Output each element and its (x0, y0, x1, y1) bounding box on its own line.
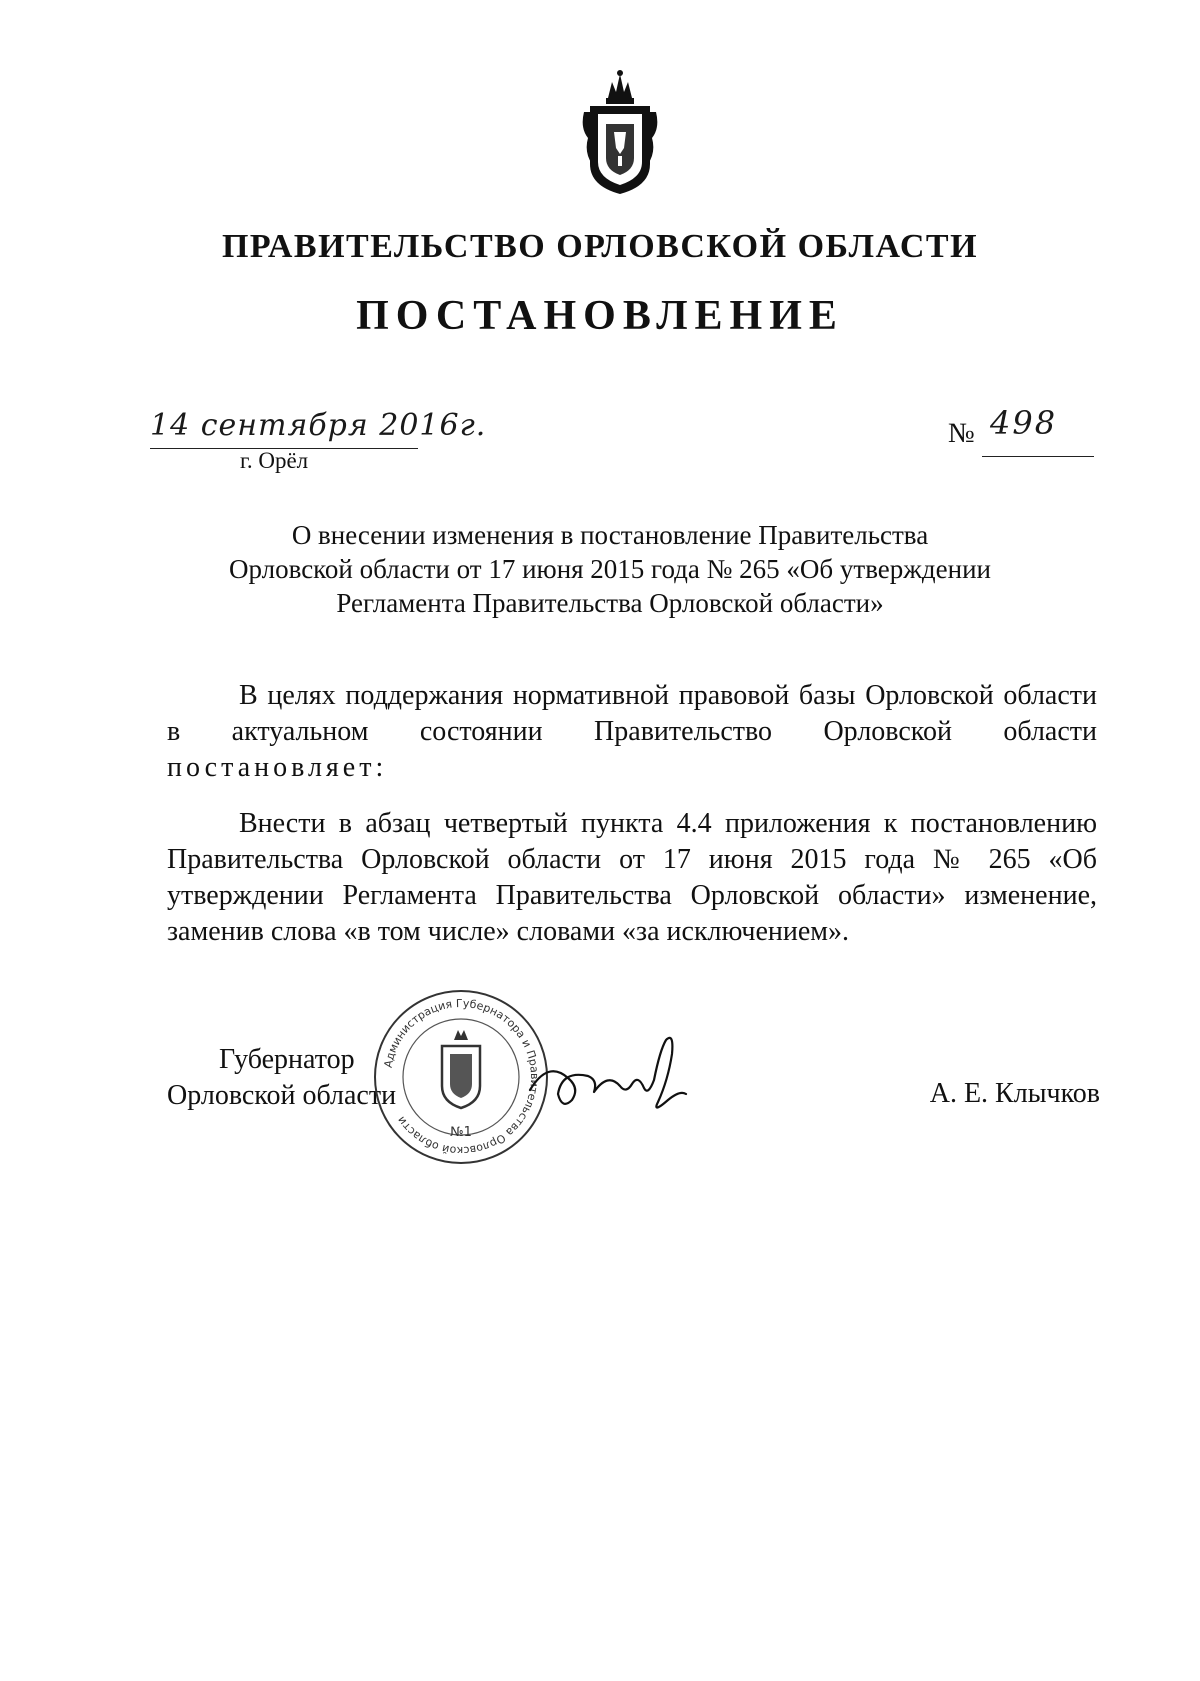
number-label: № (948, 418, 975, 449)
signatory-position-line: Орловской области (167, 1080, 397, 1111)
preamble-text: В целях поддержания нормативной правовой базы Орловской области в актуальном состоянии Правительство Орловской области (167, 680, 1097, 747)
seal-number: №1 (450, 1125, 472, 1140)
subject-line: Орловской области от 17 июня 2015 года № 265 «Об утверждении (228, 554, 991, 584)
body-paragraph-preamble (167, 678, 1097, 786)
handwritten-signature (528, 1030, 688, 1120)
document-type: ПОСТАНОВЛЕНИЕ (356, 293, 844, 339)
document-subject (200, 518, 1020, 620)
document-number: 498 (990, 404, 1058, 442)
subject-line: О внесении изменения в постановление Правительства (291, 520, 929, 550)
signatory-name: А. Е. Клычков (929, 1078, 1100, 1109)
organization-title: ПРАВИТЕЛЬСТВО ОРЛОВСКОЙ ОБЛАСТИ (221, 228, 979, 265)
resolution-text: Внести в абзац четвертый пункта 4.4 приложения к постановлению Правительства Орловской области от 17 июня 2015 года № 265 «Об утверждении Регламента Правительства Орловской области» изменение, заменив слова «в том числе» словами «за исключением». (167, 808, 1097, 947)
seal-text: Администрация Губернатора и Правительства Орловской области (381, 996, 542, 1158)
official-seal-icon (372, 988, 550, 1166)
signatory-position-line: Губернатор (219, 1044, 355, 1075)
document-city: г. Орёл (240, 448, 309, 473)
body-paragraph-resolution (167, 806, 1097, 950)
resolution-verb: постановляет: (167, 752, 388, 783)
coat-of-arms-icon (578, 68, 662, 198)
document-date: 14 сентября 2016г. (150, 408, 487, 443)
number-underline (982, 456, 1094, 457)
subject-line: Регламента Правительства Орловской области» (336, 588, 884, 618)
